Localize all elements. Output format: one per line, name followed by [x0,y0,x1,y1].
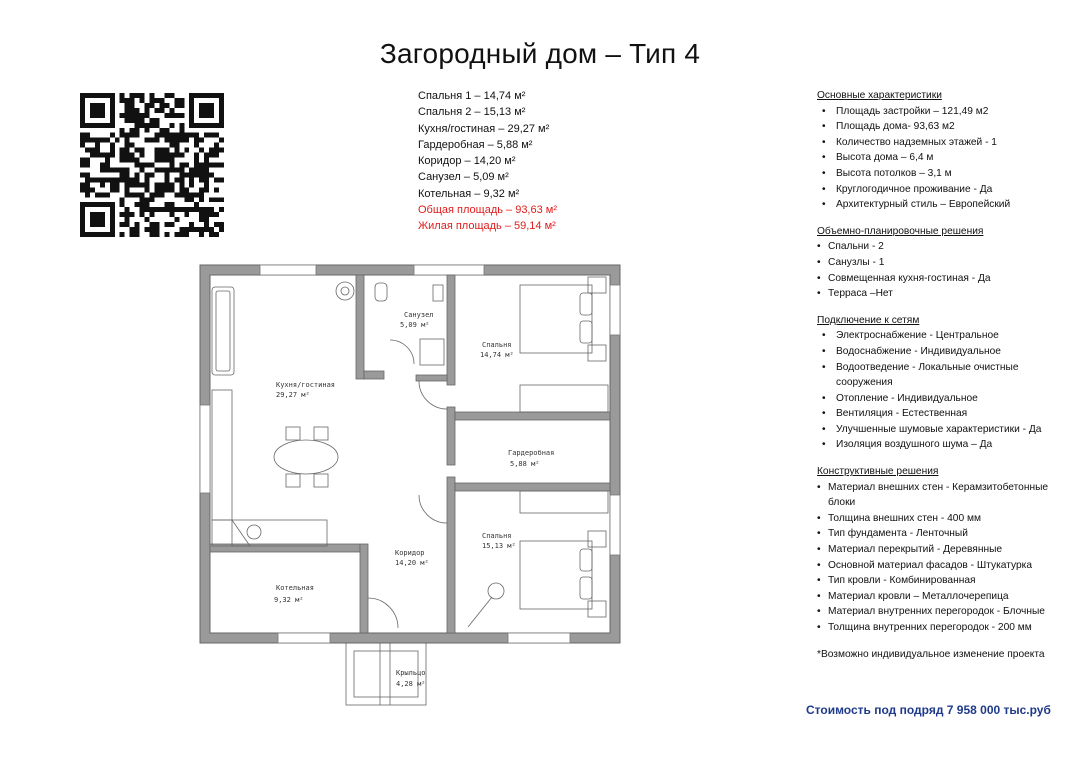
list-item: • Основной материал фасадов - Штукатурка [817,558,1077,574]
section-list-construction [817,480,1077,636]
list-item: • Толщина внутренних перегородок - 200 мм [817,620,1077,636]
list-item: • Круглогодичное проживание - Да [817,182,1077,198]
list-item: • Высота дома – 6,4 м [817,150,1077,166]
section-list-utilities [817,328,1077,453]
plan-label-boiler: Котельная [276,584,314,592]
plan-label-wardrobe-area: 5,88 м² [510,460,540,468]
plan-label-porch: Крыльцо [396,669,426,677]
room-area-line: Спальня 1 – 14,74 м² [418,90,526,102]
section-list-main [817,104,1077,213]
list-item: • Водоснабжение - Индивидуальное [817,344,1077,360]
section-heading-utilities: Подключение к сетям [817,314,920,326]
plan-label-bath-area: 5,09 м² [400,321,430,329]
floor-plan [190,255,630,715]
section-heading-main: Основные характеристики [817,90,942,101]
living-area: Жилая площадь – 59,14 м² [418,220,556,233]
plan-label-kitchen: Кухня/гостиная [276,381,336,389]
list-item: • Отопление - Индивидуальное [817,391,1077,407]
room-area-line: Кухня/гостиная – 29,27 м² [418,122,550,135]
room-area-line: Котельная – 9,32 м² [418,187,520,200]
list-item: • Толщина внешних стен - 400 мм [817,511,1077,527]
list-item: • Санузлы - 1 [817,255,1077,271]
plan-label-bed1: Спальня [482,341,512,349]
section-list-layout [817,239,1077,301]
list-item: • Тип кровли - Комбинированная [817,573,1077,589]
section-heading-layout: Объемно-планировочные решения [817,225,984,237]
plan-label-porch-area: 4,28 м² [396,680,426,688]
plan-label-corridor: Коридор [395,549,425,557]
plan-label-corridor-area: 14,20 м² [395,559,429,567]
list-item: • Тип фундамента - Ленточный [817,526,1077,542]
characteristics-panel [817,88,1077,662]
list-item: • Материал внешних стен - Керамзитобетонные блоки [817,480,1077,511]
section-heading-construction: Конструктивные решения [817,466,939,478]
room-area-line: Коридор – 14,20 м² [418,155,516,168]
list-item: • Материал кровли – Металлочерепица [817,589,1077,605]
plan-label-bath: Санузел [404,311,434,319]
plan-label-kitchen-area: 29,27 м² [276,391,310,399]
plan-label-wardrobe: Гардеробная [508,449,555,457]
note-text: *Возможно индивидуальное изменение проекта [817,648,1045,660]
list-item: • Материал перекрытий - Деревянные [817,542,1077,558]
total-area: Общая площадь – 93,63 м² [418,204,558,217]
list-item: • Архитектурный стиль – Европейский [817,197,1077,213]
list-item: • Терраса –Нет [817,286,1077,302]
qr-code[interactable] [80,93,224,237]
list-item: • Количество надземных этажей - 1 [817,135,1077,151]
plan-label-boiler-area: 9,32 м² [274,596,304,604]
plan-label-bed2-area: 15,13 м² [482,542,516,550]
list-item: • Совмещенная кухня-гостиная - Да [817,271,1077,287]
list-item: • Спальни - 2 [817,239,1077,255]
list-item: • Водоотведение - Локальные очистные сооружения [817,360,1077,391]
plan-label-bed1-area: 14,74 м² [480,351,514,359]
list-item: • Площадь дома- 93,63 м2 [817,119,1077,135]
plan-label-bed2: Спальня [482,532,512,540]
room-area-line: Санузел – 5,09 м² [418,171,509,184]
list-item: • Вентиляция - Естественная [817,406,1077,422]
list-item: • Материал внутренних перегородок - Блочные [817,604,1077,620]
list-item: • Электроснабжение - Центральное [817,328,1077,344]
room-area-line: Гардеробная – 5,88 м² [418,138,533,151]
list-item: • Высота потолков – 3,1 м [817,166,1077,182]
list-item: • Площадь застройки – 121,49 м2 [817,104,1077,120]
page-title: Загородный дом – Тип 4 [379,38,701,69]
price-text: Стоимость под подряд 7 958 000 тыс.руб [806,703,1051,717]
list-item: • Улучшенные шумовые характеристики - Да [817,422,1077,438]
room-area-line: Спальня 2 – 15,13 м² [418,106,526,119]
list-item: • Изоляция воздушного шума – Да [817,437,1077,453]
room-area-list [418,88,557,235]
